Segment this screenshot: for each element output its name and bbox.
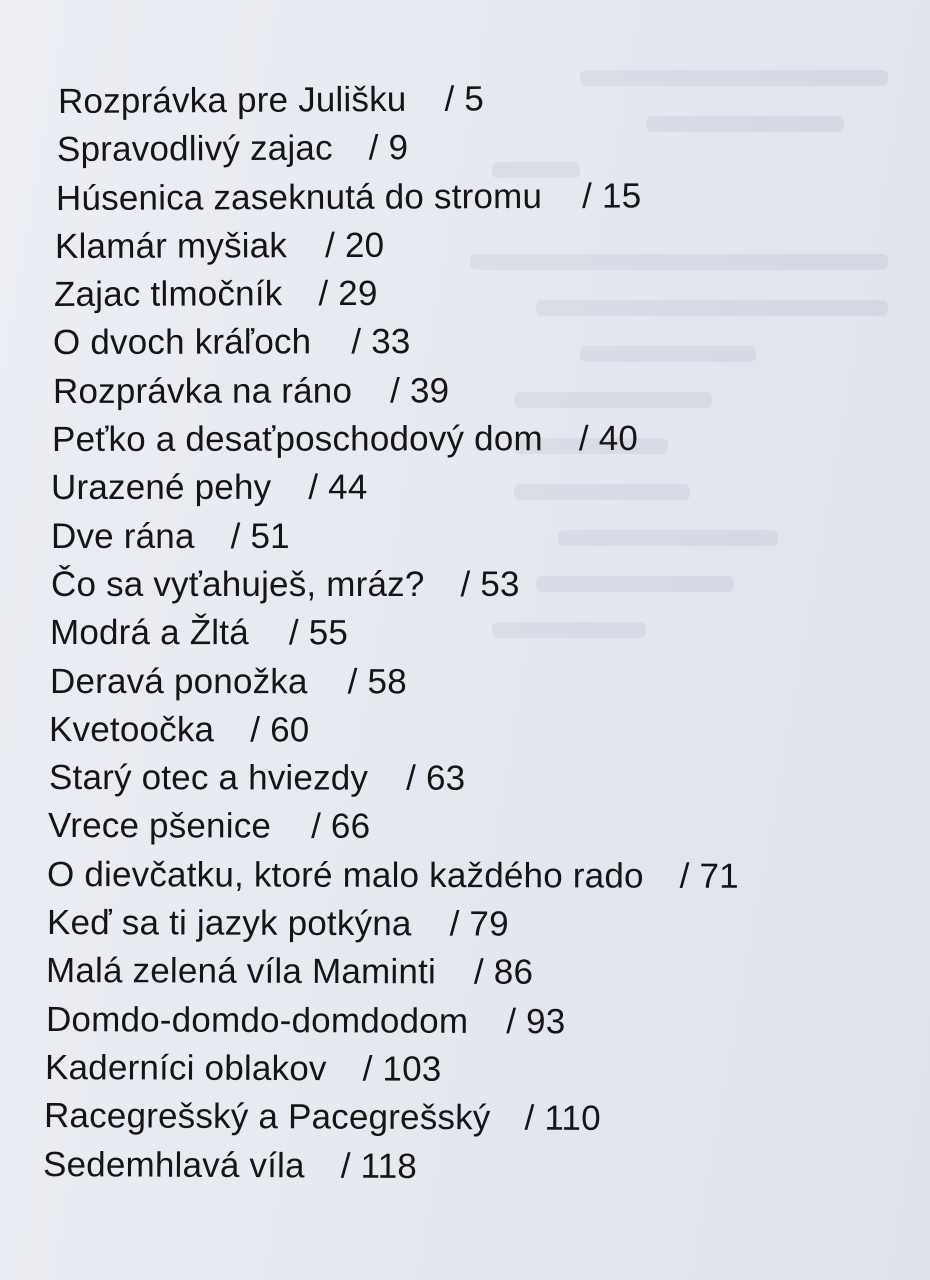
toc-entry	[51, 561, 900, 609]
toc-entry-page-number: / 93	[506, 1001, 566, 1041]
toc-entry-title: Modrá a Žltá	[49, 613, 249, 653]
toc-entry-page-number: / 15	[582, 176, 642, 216]
toc-entry-page-number: / 71	[679, 856, 739, 896]
toc-entry-page-number: / 44	[308, 468, 368, 508]
toc-entry	[51, 513, 900, 561]
toc-entry-title: Spravodlivý zajac	[56, 128, 333, 170]
toc-entry	[55, 220, 900, 271]
toc-entry	[49, 754, 900, 804]
toc-entry-title: Peťko a desaťposchodový dom	[51, 419, 543, 460]
toc-entry-title: Kaderníci oblakov	[44, 1047, 327, 1089]
toc-entry-title: Klamár myšiak	[54, 226, 288, 266]
toc-entry-page-number: / 60	[250, 710, 310, 750]
toc-entry-title: Dve rána	[51, 516, 195, 556]
toc-entry-page-number: / 63	[406, 758, 466, 798]
toc-entry-page-number: / 110	[524, 1098, 601, 1139]
toc-entry-title: Rozprávka pre Julišku	[57, 79, 407, 121]
toc-entry-page-number: / 39	[390, 371, 450, 411]
toc-entry-title: Kvetoočka	[48, 709, 215, 750]
toc-entry-title: Sedemhlavá víla	[42, 1144, 305, 1185]
toc-entry-page-number: / 55	[288, 613, 349, 653]
toc-entry	[50, 609, 900, 658]
toc-entry-page-number: / 29	[318, 274, 378, 314]
toc-entry	[44, 1092, 900, 1145]
toc-entry-title: Domdo-domdo-domdodom	[45, 999, 469, 1041]
toc-entry	[48, 802, 900, 853]
toc-entry-page-number: / 103	[362, 1049, 442, 1089]
toc-entry	[45, 1044, 900, 1096]
toc-entry-page-number: / 53	[460, 564, 520, 604]
toc-entry	[57, 122, 900, 175]
toc-entry	[47, 851, 900, 902]
toc-entry-page-number: / 86	[473, 952, 534, 993]
table-of-contents	[0, 78, 900, 1189]
toc-entry	[58, 73, 900, 126]
toc-entry-page-number: / 79	[449, 904, 509, 944]
toc-entry-title: Zajac tlmočník	[53, 274, 283, 315]
toc-entry-title: O dvoch kráľoch	[52, 322, 312, 363]
toc-entry	[51, 464, 900, 513]
toc-entry-title: Urazené pehy	[50, 468, 272, 508]
toc-entry-title: Racegrešský a Pacegrešský	[43, 1096, 491, 1138]
toc-entry-page-number: / 9	[368, 128, 409, 168]
toc-entry-page-number: / 5	[444, 79, 485, 119]
toc-entry-page-number: / 33	[351, 322, 411, 362]
toc-entry-title: Keď sa ti jazyk potkýna	[46, 903, 412, 944]
toc-entry	[49, 706, 900, 756]
toc-entry-page-number: / 51	[230, 516, 290, 556]
toc-entry-page-number: / 40	[578, 419, 639, 459]
toc-entry-title: Deravá ponožka	[49, 661, 308, 701]
toc-entry	[53, 317, 900, 368]
toc-entry-title: Vrece pšenice	[47, 806, 272, 847]
toc-entry	[52, 415, 900, 465]
toc-entry-title: Rozprávka na ráno	[52, 371, 353, 411]
toc-entry	[53, 366, 900, 416]
toc-entry	[43, 1141, 900, 1194]
toc-entry	[54, 268, 900, 319]
toc-entry	[46, 947, 900, 998]
toc-entry-title: Starý otec a hviezdy	[48, 758, 369, 798]
toc-entry	[56, 171, 900, 223]
toc-entry	[46, 996, 900, 1048]
toc-entry-title: O dievčatku, ktoré malo každého rado	[46, 854, 644, 896]
toc-entry	[47, 899, 900, 950]
toc-entry	[50, 658, 900, 707]
toc-entry-page-number: / 66	[311, 807, 371, 847]
toc-entry-title: Čo sa vyťahuješ, mráz?	[51, 564, 425, 604]
toc-entry-page-number: / 118	[340, 1146, 418, 1186]
toc-entry-page-number: / 20	[325, 225, 385, 265]
toc-entry-title: Malá zelená víla Maminti	[45, 951, 437, 992]
toc-entry-title: Húsenica zaseknutá do stromu	[55, 176, 543, 218]
toc-entry-page-number: / 58	[347, 661, 407, 701]
